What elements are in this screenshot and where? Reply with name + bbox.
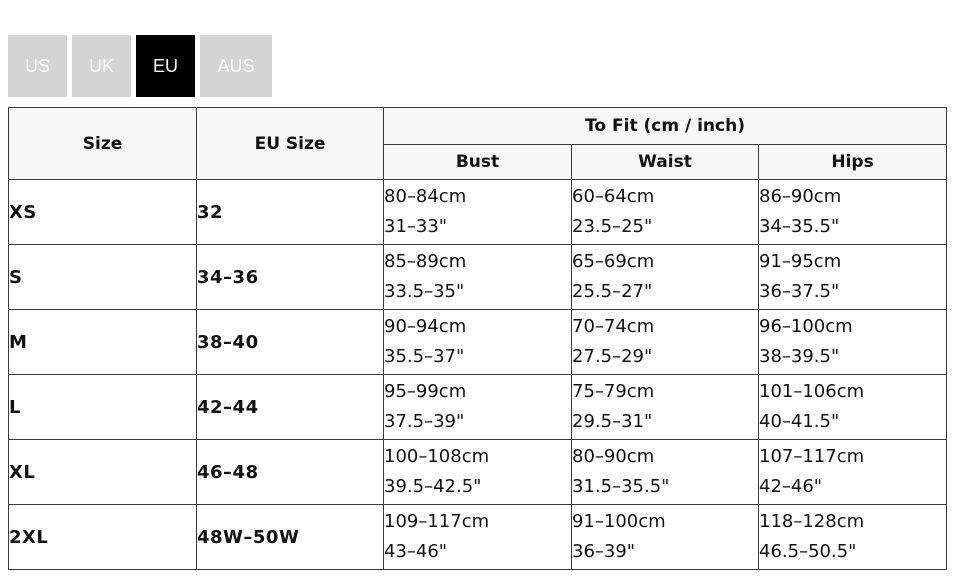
table-row — [9, 505, 947, 570]
size-cell: 2XL — [9, 505, 197, 570]
size-cell: M — [9, 310, 197, 375]
waist-cell — [572, 375, 759, 440]
waist-cell — [572, 180, 759, 245]
waist-cell — [572, 310, 759, 375]
hips-cm: 107–117cm — [759, 446, 865, 467]
waist-inch: 25.5–27" — [572, 281, 653, 302]
size-chart-table — [8, 107, 947, 570]
waist-cell — [572, 245, 759, 310]
bust-inch: 43–46" — [384, 541, 448, 562]
table-row — [9, 440, 947, 505]
bust-inch: 35.5–37" — [384, 346, 465, 367]
waist-cell — [572, 440, 759, 505]
size-cell: L — [9, 375, 197, 440]
header-bust: Bust — [384, 145, 572, 180]
hips-inch: 38–39.5" — [759, 346, 840, 367]
table-row — [9, 245, 947, 310]
waist-inch: 27.5–29" — [572, 346, 653, 367]
bust-cell — [384, 440, 572, 505]
tab-uk[interactable]: UK — [72, 35, 131, 97]
waist-cm: 75–79cm — [572, 381, 655, 402]
header-to-fit: To Fit (cm / inch) — [384, 108, 947, 145]
hips-cell — [759, 245, 947, 310]
size-cell: XS — [9, 180, 197, 245]
bust-cell — [384, 180, 572, 245]
waist-inch: 29.5–31" — [572, 411, 653, 432]
hips-cell — [759, 440, 947, 505]
hips-cm: 86–90cm — [759, 186, 842, 207]
bust-cell — [384, 505, 572, 570]
eu-size-cell: 46–48 — [197, 440, 384, 505]
eu-size-cell: 42–44 — [197, 375, 384, 440]
waist-inch: 31.5–35.5" — [572, 476, 670, 497]
eu-size-cell: 48W–50W — [197, 505, 384, 570]
hips-cell — [759, 310, 947, 375]
table-row — [9, 180, 947, 245]
eu-size-cell: 32 — [197, 180, 384, 245]
waist-cm: 70–74cm — [572, 316, 655, 337]
tab-aus[interactable]: AUS — [200, 35, 272, 97]
hips-cm: 101–106cm — [759, 381, 865, 402]
hips-inch: 36–37.5" — [759, 281, 840, 302]
hips-cm: 91–95cm — [759, 251, 842, 272]
bust-cm: 90–94cm — [384, 316, 467, 337]
tab-eu[interactable]: EU — [136, 35, 195, 97]
waist-cm: 91–100cm — [572, 511, 666, 532]
bust-cell — [384, 310, 572, 375]
hips-cell — [759, 375, 947, 440]
bust-cm: 100–108cm — [384, 446, 490, 467]
size-system-tabs — [8, 35, 272, 97]
hips-inch: 42–46" — [759, 476, 823, 497]
size-cell: S — [9, 245, 197, 310]
waist-cm: 60–64cm — [572, 186, 655, 207]
hips-inch: 34–35.5" — [759, 216, 840, 237]
header-hips: Hips — [759, 145, 947, 180]
waist-inch: 36–39" — [572, 541, 636, 562]
bust-inch: 33.5–35" — [384, 281, 465, 302]
bust-inch: 39.5–42.5" — [384, 476, 482, 497]
header-eu-size: EU Size — [197, 108, 384, 180]
table-row — [9, 375, 947, 440]
hips-cell — [759, 180, 947, 245]
eu-size-cell: 34–36 — [197, 245, 384, 310]
bust-cm: 95–99cm — [384, 381, 467, 402]
header-size: Size — [9, 108, 197, 180]
waist-inch: 23.5–25" — [572, 216, 653, 237]
tab-us[interactable]: US — [8, 35, 67, 97]
bust-inch: 31–33" — [384, 216, 448, 237]
bust-cell — [384, 245, 572, 310]
table-row — [9, 310, 947, 375]
waist-cm: 65–69cm — [572, 251, 655, 272]
hips-inch: 40–41.5" — [759, 411, 840, 432]
eu-size-cell: 38–40 — [197, 310, 384, 375]
waist-cm: 80–90cm — [572, 446, 655, 467]
bust-cm: 80–84cm — [384, 186, 467, 207]
hips-inch: 46.5–50.5" — [759, 541, 857, 562]
hips-cell — [759, 505, 947, 570]
bust-inch: 37.5–39" — [384, 411, 465, 432]
waist-cell — [572, 505, 759, 570]
bust-cm: 109–117cm — [384, 511, 490, 532]
bust-cm: 85–89cm — [384, 251, 467, 272]
size-cell: XL — [9, 440, 197, 505]
bust-cell — [384, 375, 572, 440]
hips-cm: 96–100cm — [759, 316, 853, 337]
hips-cm: 118–128cm — [759, 511, 865, 532]
header-waist: Waist — [572, 145, 759, 180]
